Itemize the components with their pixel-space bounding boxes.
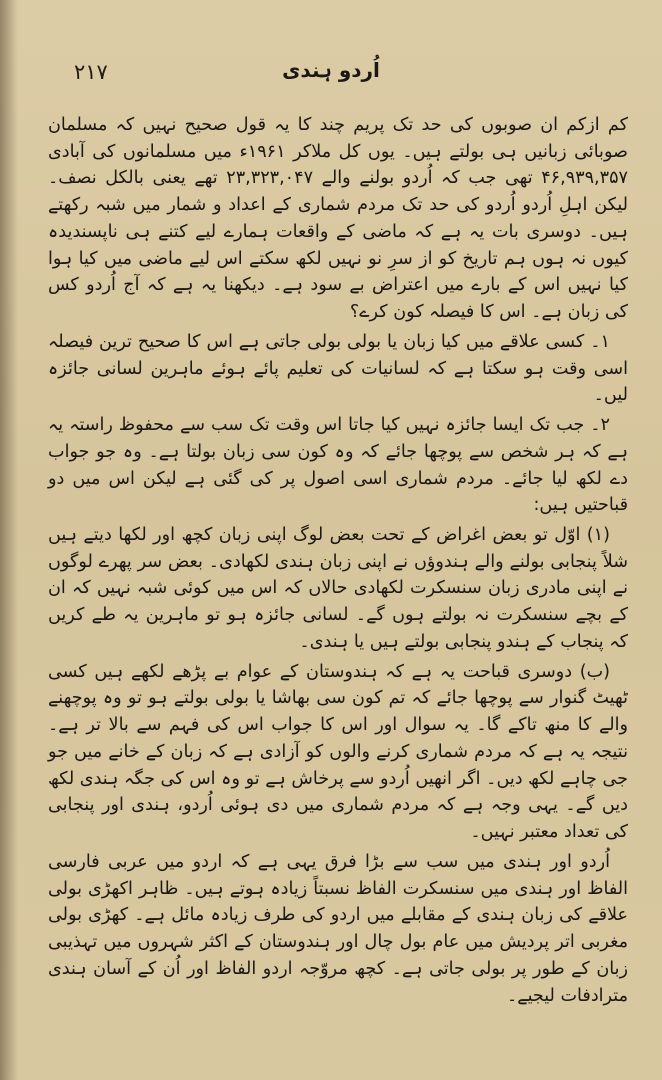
page-header [40,58,622,98]
paragraph: ۱۔ کسی علاقے میں کیا زبان یا بولی بولی جاتی ہے اس کا صحیح ترین فیصلہ اسی وقت ہو سکتا ہے کہ لسانیات کی تعلیم پائے ہوئے ماہرین لسانی جائزہ لیں۔ [48,331,628,406]
paragraph: ۲۔ جب تک ایسا جائزہ نہیں کیا جاتا اس وقت تک سب سے محفوظ راستہ یہ ہے کہ ہر شخص سے پوچھا جائے کہ وہ کون سی زبان بولتا ہے۔ وہ جو جواب دے لکھ لیا جائے۔ مردم شماری اسی اصول پر کی گئی ہے لیکن اس میں دو قباحتیں ہیں: [48,415,628,516]
paragraph: (ب) دوسری قباحت یہ ہے کہ ہندوستان کے عوام بے پڑھے لکھے ہیں کسی ٹھیٹ گنوار سے پوچھا جائے کہ تم کون سی بھاشا یا بولی بولتے ہو تو وہ پوچھنے والے کا منھ تاکے گا۔ یہ سوال اور اس کا جواب اس کی فہم سے بالا تر ہے۔ نتیجہ یہ ہے کہ مردم شماری کرنے والوں کو آزادی ہے کہ زبان کے خانے میں جو جی چاہے لکھ دیں۔ اگر انھیں اُردو سے پرخاش ہے تو وہ اس کی جگہ ہندی لکھ دیں گے۔ یہی وجہ ہے کہ مردم شماری میں دی ہوئی اُردو، ہندی اور پنجابی کی تعداد معتبر نہیں۔ [48,661,628,843]
paragraph: اُردو اور ہندی میں سب سے بڑا فرق یہی ہے کہ اردو میں عربی فارسی الفاظ اور ہندی میں سنسکرت الفاظ نسبتاً زیادہ ہوتے ہیں۔ ظاہر اکھڑی بولی علاقے کی زبان ہندی کے مقابلے میں اردو کی طرف زیادہ مائل ہے۔ کھڑی بولی مغربی اتر پردیش میں عام بول چال اور ہندوستان کے اکثر شہروں میں تہذیبی زبان کے طور پر بولی جاتی ہے۔ کچھ مروّجہ اردو الفاظ اور اُن کے آسان ہندی مترادفات لیجیے۔ [48,851,628,1006]
page-edge-shadow [0,0,18,1080]
paragraph: کم ازکم ان صوبوں کی حد تک پریم چند کا یہ قول صحیح نہیں کہ مسلمان صوبائی زبانیں ہی بولتے ہیں۔ یوں کل ملاکر ۱۹۶۱ء میں مسلمانوں کی آبادی ۴۶,۹۳۹,۳۵۷ تھی جب کہ اُردو بولنے والے ۲۳,۳۲۳,۰۴۷ تھے یعنی بالکل نصف۔ لیکن اہلِ اُردو اُردو کی حد تک مردم شماری کے اعداد و شمار میں شبہ رکھتے ہیں۔ دوسری بات یہ ہے کہ ماضی کے واقعات ہمارے لیے کتنے ہی ناپسندیدہ کیوں نہ ہوں ہم تاریخ کو از سرِ نو نہیں لکھ سکتے اس لیے ماضی میں کیا ہوا کیا نہیں اس کے بارے میں اعتراض بے سود ہے۔ دیکھنا یہ ہے کہ آج اُردو کس کی زبان ہے۔ اس کا فیصلہ کون کرے؟ [48,115,628,323]
running-title: اُردو ہندی [282,58,380,82]
page-number: ۲۱۷ [74,60,108,84]
body-text [48,112,628,1012]
paragraph: (۱) اوّل تو بعض اغراض کے تحت بعض لوگ اپنی زبان کچھ اور لکھا دیتے ہیں شلاً پنجابی بولنے والے ہندوؤں نے اپنی زبان ہندی لکھادی۔ بعض سر پھرے لوگوں نے اپنی مادری زبان سنسکرت لکھادی حالاں کہ اس میں کوئی شبہ نہیں کہ ان کے بچے سنسکرت نہ بولتے ہوں گے۔ لسانی جائزہ ہو تو ماہرین یہ طے کریں کہ پنجاب کے ہندو پنجابی بولتے ہیں یا ہندی۔ [48,525,628,652]
